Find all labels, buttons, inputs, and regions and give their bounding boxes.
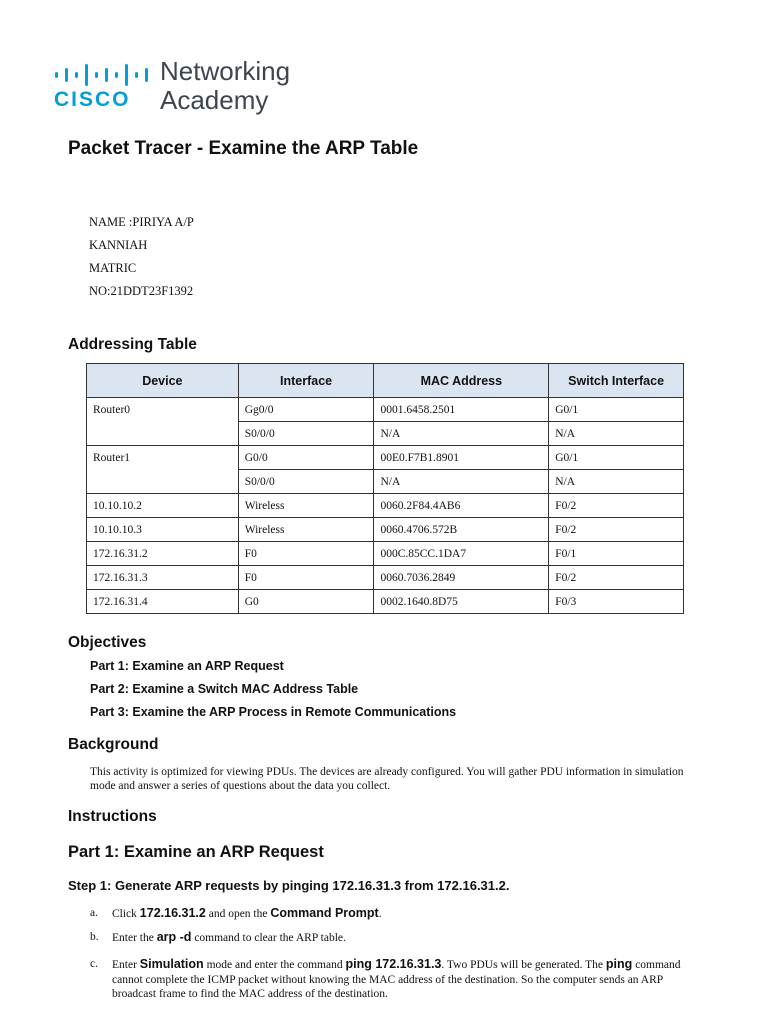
device-cell: Router0 xyxy=(87,398,239,422)
table-row xyxy=(87,542,684,566)
step-text: command cannot complete the ICMP packet without knowing the MAC address of the destination. So the computer sends an ARP broadcast frame to find the MAC address of the destination. xyxy=(112,959,681,1000)
interface-cell: F0 xyxy=(238,542,374,566)
list-marker: c. xyxy=(90,958,98,970)
step-bold: Command Prompt xyxy=(270,906,379,920)
step1-heading: Step 1: Generate ARP requests by pinging 172.16.31.3 from 172.16.31.2. xyxy=(68,878,510,893)
mac-cell: N/A xyxy=(374,422,549,446)
switch-interface-cell: N/A xyxy=(549,470,684,494)
column-header: MAC Address xyxy=(374,364,549,398)
mac-cell: 0002.1640.8D75 xyxy=(374,590,549,614)
student-name-cont: KANNIAH xyxy=(89,238,148,252)
interface-cell: Wireless xyxy=(238,494,374,518)
logo-line2: Academy xyxy=(160,85,269,115)
device-cell: 172.16.31.2 xyxy=(87,542,239,566)
logo-line1: Networking xyxy=(160,56,291,86)
switch-interface-cell: G0/1 xyxy=(549,446,684,470)
table-header-row xyxy=(87,364,684,398)
switch-interface-cell: F0/2 xyxy=(549,494,684,518)
cisco-networking-academy-logo xyxy=(54,58,314,118)
step-text: Enter xyxy=(112,959,140,971)
table-row xyxy=(87,422,684,446)
table-row xyxy=(87,446,684,470)
column-header: Device xyxy=(87,364,239,398)
addressing-table xyxy=(86,363,684,614)
mac-cell: 00E0.F7B1.8901 xyxy=(374,446,549,470)
student-name: NAME :PIRIYA A/P xyxy=(89,215,194,229)
matric-label: MATRIC xyxy=(89,261,137,275)
device-cell xyxy=(87,422,239,446)
step-bold: ping 172.16.31.3 xyxy=(345,957,442,971)
switch-interface-cell: N/A xyxy=(549,422,684,446)
device-cell: 10.10.10.3 xyxy=(87,518,239,542)
device-cell: 172.16.31.3 xyxy=(87,566,239,590)
switch-interface-cell: F0/3 xyxy=(549,590,684,614)
switch-interface-cell: G0/1 xyxy=(549,398,684,422)
mac-cell: 0060.4706.572B xyxy=(374,518,549,542)
interface-cell: G0/0 xyxy=(238,446,374,470)
step-text: and open the xyxy=(205,908,271,920)
step-text: mode and enter the command xyxy=(203,959,346,971)
addressing-table-heading: Addressing Table xyxy=(68,336,197,353)
step-bold: Simulation xyxy=(139,957,204,971)
table-row xyxy=(87,590,684,614)
table-row xyxy=(87,398,684,422)
cisco-bridge-icon xyxy=(54,64,152,86)
step-text: command to clear the ARP table. xyxy=(191,932,346,944)
mac-cell: 0060.7036.2849 xyxy=(374,566,549,590)
column-header: Interface xyxy=(238,364,374,398)
instructions-heading: Instructions xyxy=(68,808,157,825)
logo-brand: CISCO xyxy=(54,88,131,111)
background-heading: Background xyxy=(68,736,159,753)
part1-heading: Part 1: Examine an ARP Request xyxy=(68,843,324,861)
device-cell: 10.10.10.2 xyxy=(87,494,239,518)
list-marker: b. xyxy=(90,931,99,943)
device-cell: 172.16.31.4 xyxy=(87,590,239,614)
table-row xyxy=(87,494,684,518)
interface-cell: S0/0/0 xyxy=(238,422,374,446)
list-marker: a. xyxy=(90,907,98,919)
mac-cell: 0060.2F84.4AB6 xyxy=(374,494,549,518)
objective-item: Part 3: Examine the ARP Process in Remote Communications xyxy=(90,705,457,719)
interface-cell: S0/0/0 xyxy=(238,470,374,494)
interface-cell: Gg0/0 xyxy=(238,398,374,422)
objectives-heading: Objectives xyxy=(68,634,147,651)
device-cell: Router1 xyxy=(87,446,239,470)
device-cell xyxy=(87,470,239,494)
table-row xyxy=(87,470,684,494)
mac-cell: 0001.6458.2501 xyxy=(374,398,549,422)
step-text: . Two PDUs will be generated. The xyxy=(441,959,606,971)
mac-cell: 000C.85CC.1DA7 xyxy=(374,542,549,566)
step-text: . xyxy=(378,908,382,920)
switch-interface-cell: F0/1 xyxy=(549,542,684,566)
background-text: This activity is optimized for viewing PDUs. The devices are already configured. You will gather PDU information in simulation mode and answer a series of questions about the data you collect. xyxy=(90,766,684,792)
table-row xyxy=(87,518,684,542)
objective-item: Part 2: Examine a Switch MAC Address Table xyxy=(90,682,359,696)
step-bold: ping xyxy=(605,957,633,971)
objective-item: Part 1: Examine an ARP Request xyxy=(90,659,284,673)
mac-cell: N/A xyxy=(374,470,549,494)
matric-number: NO:21DDT23F1392 xyxy=(89,284,194,298)
switch-interface-cell: F0/2 xyxy=(549,566,684,590)
interface-cell: Wireless xyxy=(238,518,374,542)
column-header: Switch Interface xyxy=(549,364,684,398)
table-row xyxy=(87,566,684,590)
switch-interface-cell: F0/2 xyxy=(549,518,684,542)
step-bold: arp -d xyxy=(156,930,192,944)
step-text: Enter the xyxy=(112,932,157,944)
interface-cell: F0 xyxy=(238,566,374,590)
interface-cell: G0 xyxy=(238,590,374,614)
step-text: Click xyxy=(112,908,140,920)
page-title: Packet Tracer - Examine the ARP Table xyxy=(68,138,419,159)
step-bold: 172.16.31.2 xyxy=(139,906,206,920)
